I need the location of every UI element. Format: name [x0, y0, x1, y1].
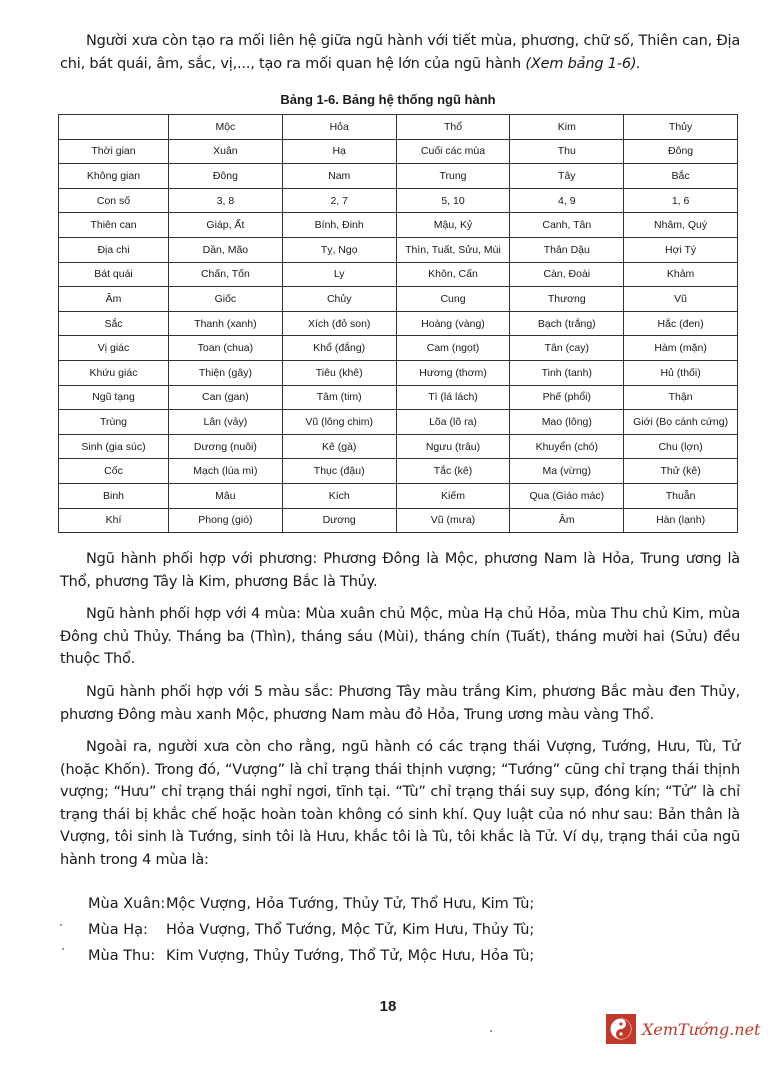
- table-cell: 5, 10: [396, 188, 510, 213]
- header-cell: [59, 115, 169, 140]
- table-cell: Mâu: [169, 483, 283, 508]
- table-cell: Cam (ngọt): [396, 336, 510, 361]
- table-cell: Thiện (gây): [169, 360, 283, 385]
- table-cell: Dương (nuôi): [169, 434, 283, 459]
- scan-speck: [62, 948, 64, 950]
- paragraph-direction: Ngũ hành phối hợp với phương: Phương Đông là Mộc, phương Nam là Hỏa, Trung ương là Thổ, phương Tây là Kim, phương Bắc là Thủy.: [60, 551, 740, 590]
- row-label-cell: Âm: [59, 287, 169, 312]
- table-cell: Qua (Giáo mác): [510, 483, 624, 508]
- table-cell: Dần, Mão: [169, 237, 283, 262]
- paragraph-seasons: Ngũ hành phối hợp với 4 mùa: Mùa xuân chủ Mộc, mùa Hạ chủ Hỏa, mùa Thu chủ Kim, mùa Đông chủ Thủy. Tháng ba (Thìn), tháng sáu (Mùi), tháng chín (Tuất), tháng mười hai (Sửu) đều thuộc Thổ.: [60, 606, 740, 667]
- row-label-cell: Binh: [59, 483, 169, 508]
- table-cell: Âm: [510, 508, 624, 533]
- row-label-cell: Địa chi: [59, 237, 169, 262]
- table-cell: Nhâm, Quý: [624, 213, 738, 238]
- table-cell: Mạch (lúa mì): [169, 459, 283, 484]
- table-cell: Tiêu (khê): [282, 360, 396, 385]
- table-cell: Canh, Tân: [510, 213, 624, 238]
- paragraph-states: Ngoài ra, người xưa còn cho rằng, ngũ hành có các trạng thái Vượng, Tướng, Hưu, Tù, Tử (hoặc Khốn). Trong đó, “Vượng” là chỉ trạng thái thịnh vượng; “Tướng” cũng chỉ trạng thái thịnh vượng; “Hưu” chỉ trạng thái nghỉ ngơi, tĩnh tại. “Tù” chỉ trạng thái suy sụp, đóng kín; “Tử” là chỉ trạng thái bị khắc chế hoặc hoàn toàn không có sinh khí. Quy luật của nó như sau: Bản thân là Vượng, tôi sinh là Tướng, sinh tôi là Hưu, khắc tôi là Tù, tôi khắc là Tử. Ví dụ, trạng thái của ngũ hành trong 4 mùa là:: [60, 739, 740, 868]
- table-cell: Khổ (đắng): [282, 336, 396, 361]
- table-cell: Giới (Bọ cánh cứng): [624, 410, 738, 435]
- table-cell: Tinh (tanh): [510, 360, 624, 385]
- table-cell: Vũ: [624, 287, 738, 312]
- table-cell: Vũ (lông chim): [282, 410, 396, 435]
- table-body: [59, 139, 738, 533]
- table-header-row: [59, 115, 738, 140]
- table-row: [59, 483, 738, 508]
- table-cell: Khôn, Cấn: [396, 262, 510, 287]
- intro-text: Người xưa còn tạo ra mối liên hệ giữa ngũ hành với tiết mùa, phương, chữ số, Thiên can, Địa chi, bát quái, âm, sắc, vị,..., tạo ra mối quan hệ lớn của ngũ hành: [60, 33, 740, 72]
- table-cell: Thục (đậu): [282, 459, 396, 484]
- season-text: Mộc Vượng, Hỏa Tướng, Thủy Tử, Thổ Hưu, Kim Tù;: [166, 896, 535, 912]
- table-row: [59, 434, 738, 459]
- table-row: [59, 237, 738, 262]
- scan-speck: [490, 1030, 492, 1032]
- table-cell: Bắc: [624, 164, 738, 189]
- table-cell: Hắc (đen): [624, 311, 738, 336]
- table-cell: Phong (gió): [169, 508, 283, 533]
- table-cell: Hoàng (vàng): [396, 311, 510, 336]
- table-cell: Lõa (lõ ra): [396, 410, 510, 435]
- table-cell: Thanh (xanh): [169, 311, 283, 336]
- table-cell: Chu (lợn): [624, 434, 738, 459]
- table-cell: Xích (đỏ son): [282, 311, 396, 336]
- table-cell: Mậu, Kỷ: [396, 213, 510, 238]
- table-cell: Toan (chua): [169, 336, 283, 361]
- header-cell: Kim: [510, 115, 624, 140]
- table-cell: Kiếm: [396, 483, 510, 508]
- row-label-cell: Sinh (gia súc): [59, 434, 169, 459]
- table-cell: Hàm (mặn): [624, 336, 738, 361]
- season-text: Kim Vượng, Thủy Tướng, Thổ Tử, Mộc Hưu, Hỏa Tù;: [166, 948, 535, 964]
- table-cell: Dương: [282, 508, 396, 533]
- table-cell: Ma (vừng): [510, 459, 624, 484]
- table-row: [59, 139, 738, 164]
- table-cell: Càn, Đoài: [510, 262, 624, 287]
- table-row: [59, 287, 738, 312]
- table-cell: Đông: [169, 164, 283, 189]
- table-cell: Phế (phổi): [510, 385, 624, 410]
- table-cell: Giáp, Ất: [169, 213, 283, 238]
- table-cell: Thử (kê): [624, 459, 738, 484]
- season-row-spring: [88, 891, 534, 917]
- table-cell: Mao (lông): [510, 410, 624, 435]
- five-elements-table: [58, 114, 738, 533]
- table-cell: Cuối các mùa: [396, 139, 510, 164]
- table-cell: Ly: [282, 262, 396, 287]
- season-text: Hỏa Vượng, Thổ Tướng, Mộc Tử, Kim Hưu, Thủy Tù;: [166, 922, 535, 938]
- table-row: [59, 311, 738, 336]
- table-row: [59, 164, 738, 189]
- header-cell: Thổ: [396, 115, 510, 140]
- table-cell: Kê (gà): [282, 434, 396, 459]
- season-list: [88, 891, 534, 969]
- table-cell: Khảm: [624, 262, 738, 287]
- table-row: [59, 459, 738, 484]
- scan-speck: [60, 924, 62, 926]
- row-label-cell: Không gian: [59, 164, 169, 189]
- yin-yang-icon: [606, 1014, 636, 1044]
- table-title: Bảng 1-6. Bảng hệ thống ngũ hành: [280, 92, 496, 107]
- table-cell: Tâm (tim): [282, 385, 396, 410]
- table-cell: Tắc (kê): [396, 459, 510, 484]
- row-label-cell: Trùng: [59, 410, 169, 435]
- table-cell: Tân (cay): [510, 336, 624, 361]
- table-cell: Tỵ, Ngọ: [282, 237, 396, 262]
- table-cell: Hủ (thối): [624, 360, 738, 385]
- table-row: [59, 188, 738, 213]
- table-cell: Thân Dậu: [510, 237, 624, 262]
- table-row: [59, 360, 738, 385]
- table-cell: Tây: [510, 164, 624, 189]
- table-cell: Trung: [396, 164, 510, 189]
- paragraph-colors: Ngũ hành phối hợp với 5 màu sắc: Phương Tây màu trắng Kim, phương Bắc màu đen Thủy, phương Đông màu xanh Mộc, phương Nam màu đỏ Hỏa, Trung ương màu vàng Thổ.: [60, 684, 740, 723]
- row-label-cell: Khứu giác: [59, 360, 169, 385]
- table-cell: Lân (vảy): [169, 410, 283, 435]
- table-cell: 1, 6: [624, 188, 738, 213]
- header-cell: Hỏa: [282, 115, 396, 140]
- table-cell: Chấn, Tốn: [169, 262, 283, 287]
- watermark-logo: [606, 1014, 760, 1044]
- row-label-cell: Sắc: [59, 311, 169, 336]
- table-cell: Bính, Đinh: [282, 213, 396, 238]
- row-label-cell: Bát quái: [59, 262, 169, 287]
- table-cell: Thuẫn: [624, 483, 738, 508]
- table-row: [59, 385, 738, 410]
- table-cell: Thận: [624, 385, 738, 410]
- table-cell: Kích: [282, 483, 396, 508]
- table-cell: 4, 9: [510, 188, 624, 213]
- table-cell: Can (gan): [169, 385, 283, 410]
- row-label-cell: Khí: [59, 508, 169, 533]
- header-cell: Thủy: [624, 115, 738, 140]
- season-label: Mùa Thu:: [88, 948, 156, 964]
- row-label-cell: Vị giác: [59, 336, 169, 361]
- table-cell: 2, 7: [282, 188, 396, 213]
- table-cell: Bạch (trắng): [510, 311, 624, 336]
- table-row: [59, 262, 738, 287]
- season-label: Mùa Xuân:: [88, 896, 166, 912]
- table-cell: Chủy: [282, 287, 396, 312]
- table-row: [59, 213, 738, 238]
- row-label-cell: Cốc: [59, 459, 169, 484]
- table-cell: Ngưu (trâu): [396, 434, 510, 459]
- table-cell: Giốc: [169, 287, 283, 312]
- table-cell: Thương: [510, 287, 624, 312]
- table-row: [59, 336, 738, 361]
- season-row-autumn: [88, 943, 534, 969]
- season-row-summer: [88, 917, 534, 943]
- table-cell: Tì (lá lách): [396, 385, 510, 410]
- table-cell: Hàn (lạnh): [624, 508, 738, 533]
- row-label-cell: Con số: [59, 188, 169, 213]
- table-cell: Vũ (mưa): [396, 508, 510, 533]
- intro-paragraph: [60, 30, 740, 75]
- table-reference: (Xem bảng 1-6).: [525, 55, 641, 72]
- table-cell: Hương (thơm): [396, 360, 510, 385]
- table-row: [59, 508, 738, 533]
- season-label: Mùa Hạ:: [88, 922, 148, 938]
- table-cell: Cung: [396, 287, 510, 312]
- page-number: 18: [379, 998, 397, 1015]
- header-cell: Mộc: [169, 115, 283, 140]
- watermark-text: XemTướng.net: [642, 1019, 761, 1039]
- table-cell: 3, 8: [169, 188, 283, 213]
- table-cell: Khuyển (chó): [510, 434, 624, 459]
- row-label-cell: Thời gian: [59, 139, 169, 164]
- table-cell: Nam: [282, 164, 396, 189]
- row-label-cell: Ngũ tạng: [59, 385, 169, 410]
- table-cell: Hạ: [282, 139, 396, 164]
- table-cell: Thu: [510, 139, 624, 164]
- table-cell: Thìn, Tuất, Sửu, Mùi: [396, 237, 510, 262]
- table-row: [59, 410, 738, 435]
- row-label-cell: Thiên can: [59, 213, 169, 238]
- table-cell: Xuân: [169, 139, 283, 164]
- table-cell: Đông: [624, 139, 738, 164]
- table-cell: Hợi Tý: [624, 237, 738, 262]
